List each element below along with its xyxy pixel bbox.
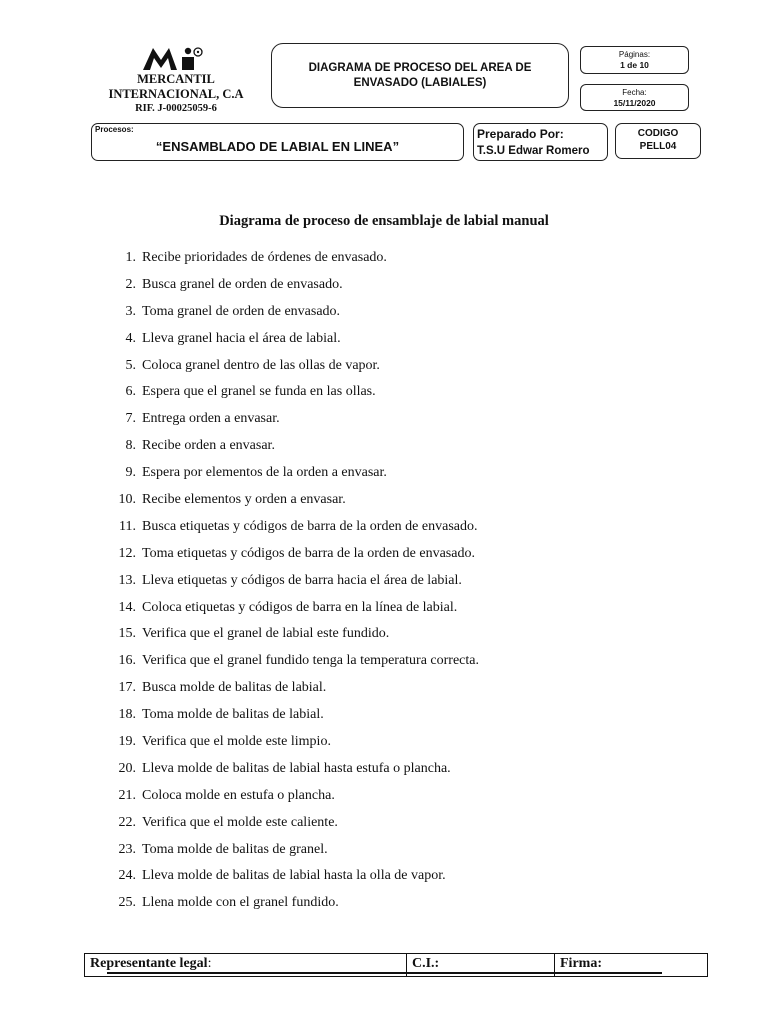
list-item (104, 357, 624, 384)
step-number: 22. (118, 814, 136, 830)
step-text: Lleva granel hacia el área de labial. (142, 330, 341, 346)
code-value: PELL04 (639, 141, 677, 152)
code-label: CODIGO (637, 128, 679, 139)
step-text: Verifica que el granel fundido tenga la temperatura correcta. (142, 653, 479, 669)
step-number: 4. (125, 330, 136, 346)
step-text: Coloca granel dentro de las ollas de vapor. (142, 357, 380, 373)
pages-box (580, 46, 689, 74)
step-number: 24. (118, 868, 136, 884)
list-item (104, 867, 624, 894)
step-number: 8. (125, 438, 136, 454)
step-text: Recibe prioridades de órdenes de envasado. (142, 250, 387, 265)
step-text: Lleva etiquetas y códigos de barra hacia el área de labial. (142, 572, 462, 588)
step-number: 2. (125, 276, 136, 292)
legal-representative-cell (85, 954, 407, 976)
list-item (104, 276, 624, 303)
signature-table (84, 953, 708, 977)
list-item (104, 652, 624, 679)
list-item (104, 491, 624, 518)
step-text: Lleva molde de balitas de labial hasta estufa o plancha. (142, 760, 451, 776)
step-number: 19. (118, 734, 136, 750)
list-item (104, 841, 624, 868)
step-number: 1. (125, 250, 136, 265)
list-item (104, 410, 624, 437)
ci-label: C.I.: (412, 956, 440, 971)
step-number: 16. (118, 653, 136, 669)
process-label: Procesos: (95, 125, 134, 134)
pages-value: 1 de 10 (620, 60, 649, 70)
legal-representative-signature-line (107, 972, 406, 974)
step-number: 25. (118, 895, 136, 911)
step-number: 12. (118, 545, 136, 561)
process-box (91, 123, 464, 161)
pages-label: Páginas: (618, 50, 651, 59)
process-title: “ENSAMBLADO DE LABIAL EN LINEA” (155, 139, 400, 154)
signature-label: Firma: (560, 956, 602, 971)
list-item (104, 383, 624, 410)
list-item (104, 599, 624, 626)
step-number: 13. (118, 572, 136, 588)
date-value: 15/11/2020 (613, 98, 656, 108)
document-title-line2: ENVASADO (LABIALES) (353, 77, 487, 89)
list-item (104, 760, 624, 787)
step-text: Recibe orden a envasar. (142, 438, 275, 454)
date-label: Fecha: (622, 88, 647, 97)
step-number: 5. (125, 357, 136, 373)
step-text: Espera por elementos de la orden a envasar. (142, 465, 387, 481)
step-number: 21. (118, 787, 136, 803)
list-item (104, 625, 624, 652)
step-text: Toma molde de balitas de granel. (142, 841, 328, 857)
prepared-by-name: T.S.U Edwar Romero (477, 145, 590, 157)
step-number: 6. (125, 384, 136, 400)
document-title-box (271, 43, 569, 108)
signature-line (555, 972, 662, 974)
list-item (104, 437, 624, 464)
list-item (104, 679, 624, 706)
signature-cell (555, 954, 707, 976)
step-text: Recibe elementos y orden a envasar. (142, 492, 346, 508)
step-number: 18. (118, 707, 136, 723)
step-text: Espera que el granel se funda en las ollas. (142, 384, 376, 400)
step-text: Entrega orden a envasar. (142, 411, 280, 427)
step-number: 20. (118, 760, 136, 776)
prepared-by-label: Preparado Por: (477, 127, 564, 141)
prepared-by-box (473, 123, 608, 161)
document-title-line1: DIAGRAMA DE PROCESO DEL AREA DE (308, 62, 532, 74)
legal-representative-label: Representante legal (90, 956, 208, 971)
page-title: Diagrama de proceso de ensamblaje de labial manual (219, 213, 549, 229)
step-number: 14. (118, 599, 136, 615)
step-number: 7. (125, 411, 136, 427)
step-text: Toma molde de balitas de labial. (142, 707, 324, 723)
step-number: 15. (118, 626, 136, 642)
code-box (615, 123, 701, 159)
list-item (104, 733, 624, 760)
process-steps-list (104, 249, 624, 921)
step-number: 17. (118, 680, 136, 696)
step-text: Coloca etiquetas y códigos de barra en la línea de labial. (142, 599, 458, 615)
ci-signature-line (407, 972, 554, 974)
step-text: Verifica que el granel de labial este fundido. (142, 626, 390, 642)
step-text: Llena molde con el granel fundido. (142, 895, 339, 911)
legal-representative-colon: : (207, 956, 212, 971)
list-item (104, 894, 624, 921)
list-item (104, 518, 624, 545)
step-text: Toma etiquetas y códigos de barra de la orden de envasado. (142, 545, 475, 561)
list-item (104, 303, 624, 330)
list-item (104, 330, 624, 357)
step-number: 3. (125, 303, 136, 319)
step-text: Verifica que el molde este caliente. (142, 814, 338, 830)
company-name-line1: MERCANTIL (137, 72, 215, 86)
step-text: Verifica que el molde este limpio. (142, 734, 331, 750)
ci-cell (407, 954, 555, 976)
company-logo-icon (141, 44, 211, 72)
list-item (104, 545, 624, 572)
step-number: 11. (119, 518, 136, 534)
list-item (104, 706, 624, 733)
step-text: Toma granel de orden de envasado. (142, 303, 341, 319)
company-rif: RIF. J-00025059-6 (135, 103, 217, 114)
step-text: Busca etiquetas y códigos de barra de la orden de envasado. (142, 518, 478, 534)
list-item (104, 572, 624, 599)
list-item (104, 464, 624, 491)
step-text: Busca molde de balitas de labial. (142, 680, 327, 696)
list-item (104, 787, 624, 814)
company-name-line2: INTERNACIONAL, C.A (108, 87, 244, 101)
list-item (104, 814, 624, 841)
step-number: 9. (125, 465, 136, 481)
step-number: 23. (118, 841, 136, 857)
date-box (580, 84, 689, 111)
company-logo-block (96, 44, 256, 115)
step-text: Busca granel de orden de envasado. (142, 276, 343, 292)
list-item (104, 249, 624, 276)
step-text: Lleva molde de balitas de labial hasta la olla de vapor. (142, 868, 446, 884)
step-text: Coloca molde en estufa o plancha. (142, 787, 335, 803)
step-number: 10. (118, 492, 136, 508)
